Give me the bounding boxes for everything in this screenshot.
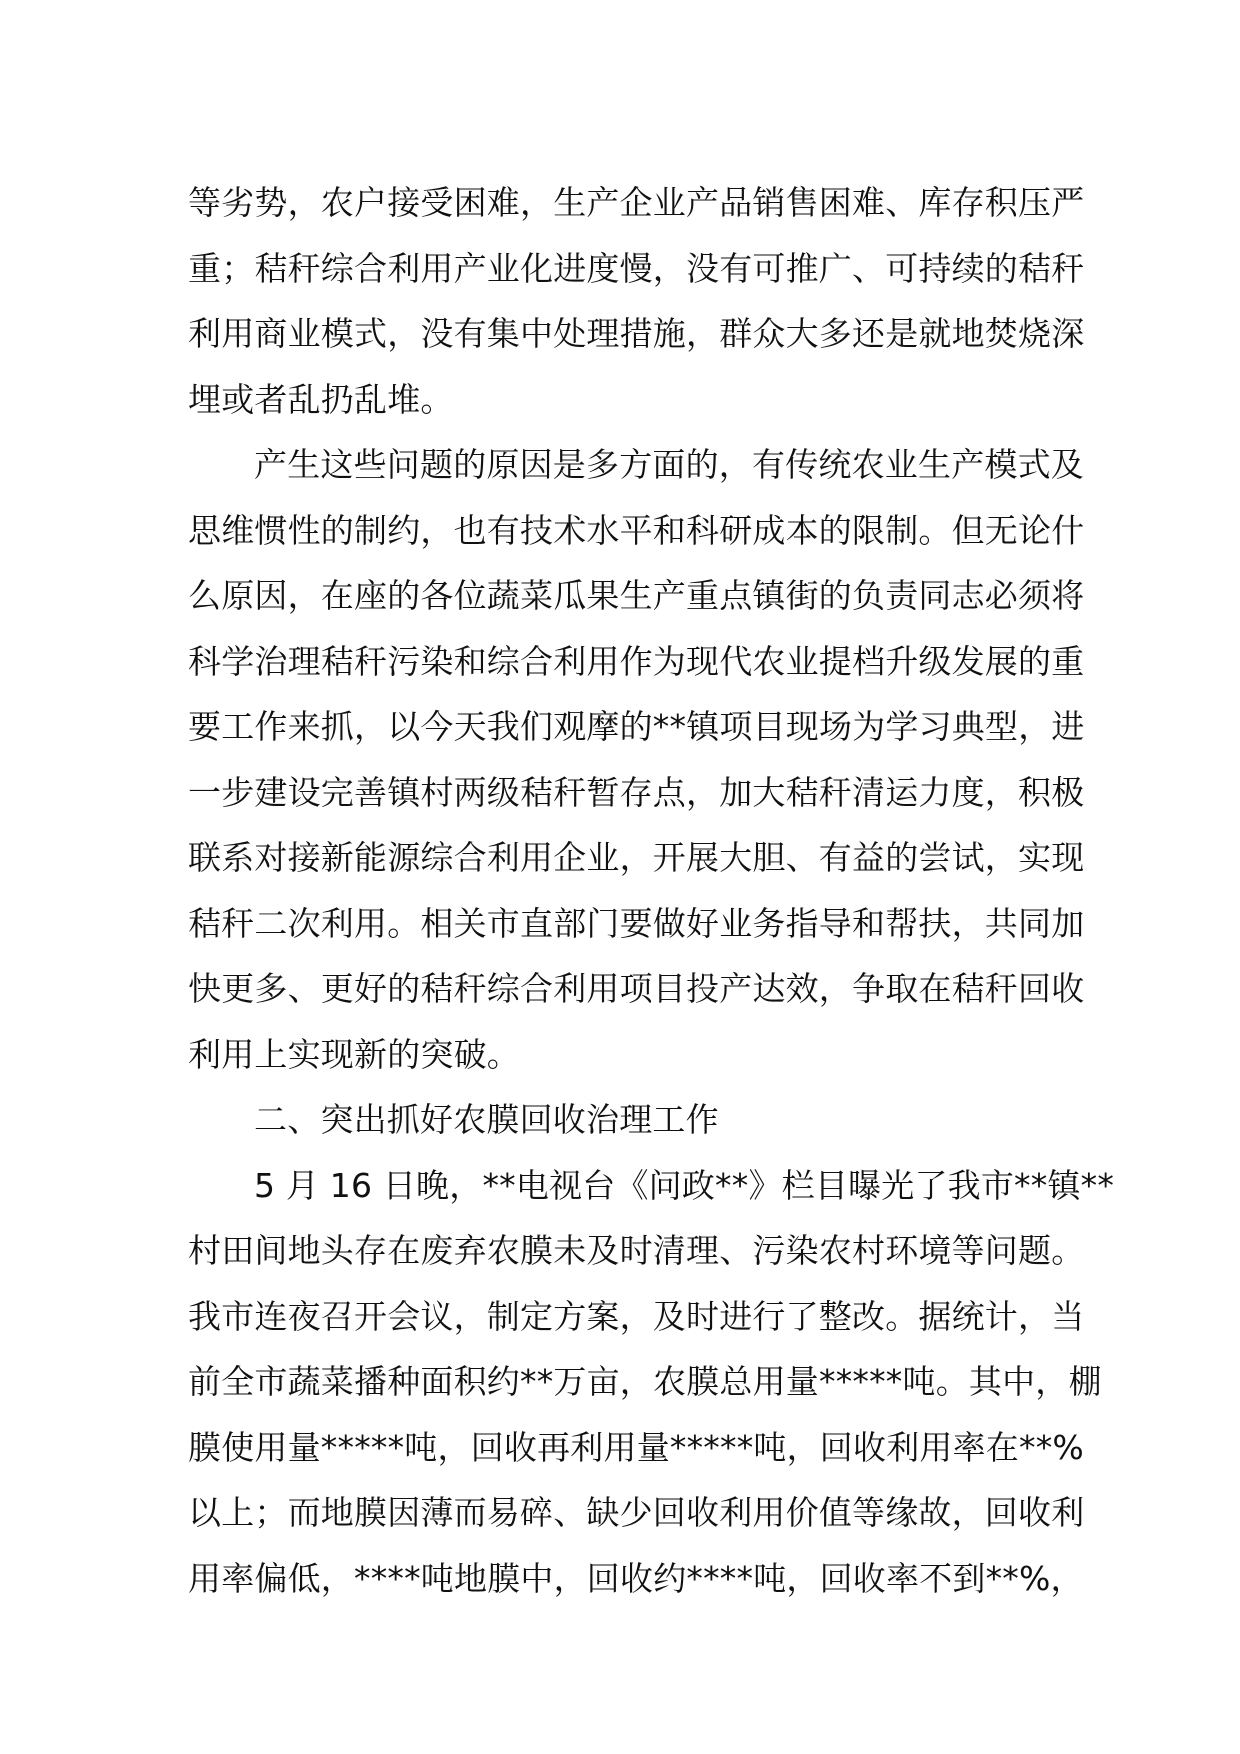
text-line: 埋或者乱扔乱堆。 [188,379,454,419]
text-line: 思维惯性的制约，也有技术水平和科研成本的限制。但无论什 [188,510,1085,550]
text-line: 我市连夜召开会议，制定方案，及时进行了整改。据统计，当 [188,1296,1085,1336]
text-line: 5 月 16 日晚，**电视台《问政**》栏目曝光了我市**镇** [254,1165,1115,1205]
text-line: 科学治理秸秆污染和综合利用作为现代农业提档升级发展的重 [188,641,1085,681]
text-line: 联系对接新能源综合利用企业，开展大胆、有益的尝试，实现 [188,838,1085,877]
text-line: 么原因，在座的各位蔬菜瓜果生产重点镇街的负责同志必须将 [188,576,1085,615]
body-text [188,170,1115,1611]
text-line: 一步建设完善镇村两级秸秆暂存点，加大秸秆清运力度，积极 [188,772,1085,812]
text-line: 以上；而地膜因薄而易碎、缺少回收利用价值等缘故，回收利 [188,1493,1085,1532]
text-line: 用率偏低，****吨地膜中，回收约****吨，回收率不到**%， [188,1558,1084,1598]
text-line: 秸秆二次利用。相关市直部门要做好业务指导和帮扶，共同加 [188,903,1085,943]
text-line: 前全市蔬菜播种面积约**万亩，农膜总用量*****吨。其中，棚 [188,1362,1102,1401]
text-line: 二、突出抓好农膜回收治理工作 [254,1100,719,1139]
text-line: 要工作来抓，以今天我们观摩的**镇项目现场为学习典型，进 [188,707,1085,746]
text-line: 膜使用量*****吨，回收再利用量*****吨，回收利用率在**% [188,1427,1084,1467]
text-line: 快更多、更好的秸秆综合利用项目投产达效，争取在秸秆回收 [188,969,1085,1008]
text-line: 产生这些问题的原因是多方面的，有传统农业生产模式及 [254,445,1084,484]
text-line: 利用商业模式，没有集中处理措施，群众大多还是就地焚烧深 [188,314,1085,353]
text-line: 村田间地头存在废弃农膜未及时清理、污染农村环境等问题。 [188,1231,1085,1270]
text-line: 等劣势，农户接受困难，生产企业产品销售困难、库存积压严 [188,183,1085,222]
text-line: 利用上实现新的突破。 [188,1034,520,1074]
text-line: 重；秸秆综合利用产业化进度慢，没有可推广、可持续的秸秆 [188,248,1085,288]
